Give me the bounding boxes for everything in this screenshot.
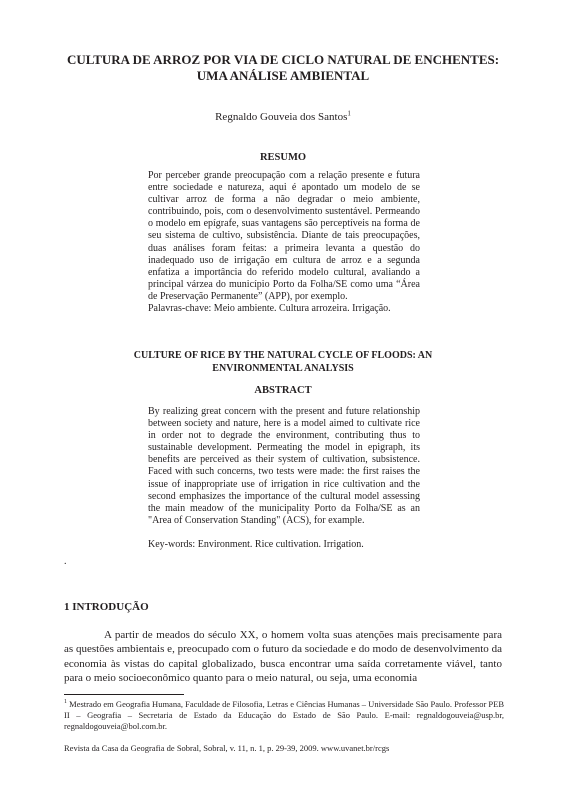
footnote-mark: 1 — [64, 699, 67, 706]
resumo-keywords: Palavras-chave: Meio ambiente. Cultura arrozeira. Irrigação. — [148, 303, 391, 314]
author-footnote-mark: 1 — [347, 109, 351, 118]
abstract-keywords: Key-words: Environment. Rice cultivation. Irrigation. — [148, 539, 364, 550]
stray-dot: . — [64, 556, 67, 567]
footnote-text: Mestrado em Geografia Humana, Faculdade de Filosofia, Letras e Ciências Humanas – Universidade São Paulo. Professor PEB II – Geografia – Secretaria de Estado da Educação do Estado de São Paulo. E-mail: regnaldogouveia@usp.br, regnaldogouveia@bol.com.br. — [64, 699, 505, 731]
resumo-text: Por perceber grande preocupação com a relação presente e futura entre sociedade e natureza, aqui é apontado um modelo de se cultivar arroz de forma a não degradar o meio ambiente, contribuindo, pois, com o desenvolvimento sustentável. Permeando o modelo em epígrafe, suas vantagens são perceptíveis na forma de seu sistema de cultivo, subsistência. Diante de tais preocupações, duas análises foram feitas: a primeira levanta a questão do inadequado uso de irrigação em cultura de arroz e a segunda enfatiza a importância do referido modelo cultural, avaliando a principal várzea do município Porto da Folha/SE como uma “Área de Preservação Permanente” (APP), por exemplo. — [148, 170, 420, 302]
footnote — [64, 699, 504, 732]
footnote-divider — [64, 694, 184, 695]
intro-paragraph: A partir de meados do século XX, o homem volta suas atenções mais precisamente para as questões ambientais e, preocupado com o futuro da sociedade e do modo de desenvolvimento da economia às vistas do capital globalizado, busca encontrar uma saída corretamente viável, tanto para o meio socioeconômico quanto para o meio natural, ou seja, uma economia — [64, 629, 502, 684]
abstract-text: By realizing great concern with the present and future relationship between society and nature, here is a model aimed to cultivate rice in order not to degrade the environment, contributing thus to sustainable development. Permeating the model in epigraph, its benefits are perceived as their system of cultivation, subsistence. Faced with such concerns, two tests were made: the first raises the issue of inappropriate use of irrigation in rice cultivation and the second emphasizes the importance of the cultural model assessing the main meadow of the municipality Porto da Folha/SE as an "Area of Conservation Standing" (ACS), for example. — [148, 406, 420, 526]
abstract-heading: ABSTRACT — [254, 385, 312, 396]
article-title-portuguese: CULTURA DE ARROZ POR VIA DE CICLO NATURAL DE ENCHENTES: UMA ANÁLISE AMBIENTAL — [66, 52, 500, 83]
journal-footer: Revista da Casa da Geografia de Sobral, Sobral, v. 11, n. 1, p. 29-39, 2009. www.uvanet.br/rcgs — [64, 743, 390, 753]
resumo-heading: RESUMO — [259, 152, 307, 163]
article-title-english: CULTURE OF RICE BY THE NATURAL CYCLE OF FLOODS: AN ENVIRONMENTAL ANALYSIS — [133, 350, 433, 374]
author-name: Regnaldo Gouveia dos Santos — [215, 111, 348, 123]
author-line — [0, 111, 566, 124]
section-heading-introducao: 1 INTRODUÇÃO — [64, 601, 149, 613]
